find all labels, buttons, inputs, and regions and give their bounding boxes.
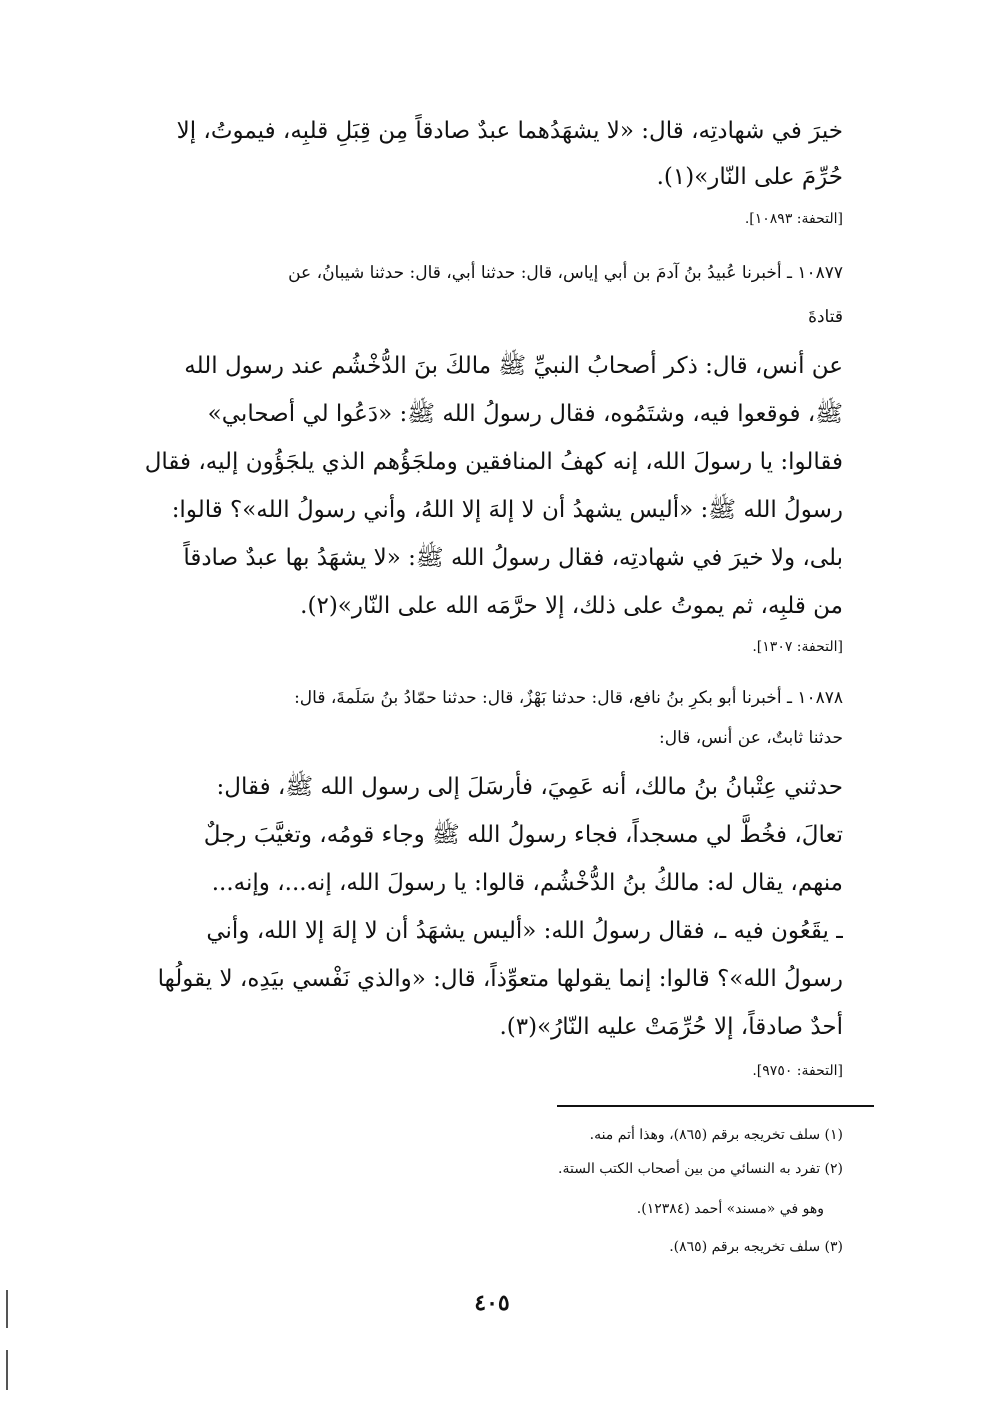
paragraph-line: رسولُ الله»؟ قالوا: إنما يقولها متعوِّذاً، قال: «والذي نَفْسي بيَدِه، لا يقولُها: [157, 966, 843, 992]
hadith-header-line: حدثنا ثابتٌ، عن أنس، قال:: [659, 728, 843, 748]
tuhfa-reference: [التحفة: ٩٧٥٠].: [752, 1063, 843, 1079]
tuhfa-reference: [التحفة: ١٠٨٩٣].: [744, 211, 843, 227]
hadith-header-10877: ١٠٨٧٧ ـ أخبرنا عُبيدُ بنُ آدمَ بن أبي إياس، قال: حدثنا أبي، قال: حدثنا شيبانُ، عن: [288, 263, 843, 283]
footnote-separator: [557, 1105, 874, 1107]
paragraph-line: من قلبِه، ثم يموتُ على ذلك، إلا حرَّمَه الله على النّار»(٢).: [300, 593, 843, 619]
paragraph-line: فقالوا: يا رسولَ الله، إنه كهفُ المنافقين وملجَؤُهم الذي يلجَؤُون إليه، فقال: [144, 449, 843, 475]
footnote-2-continued: وهو في «مسند» أحمد (١٢٣٨٤).: [636, 1201, 824, 1217]
paragraph-line: تعالَ، فخُطَّ لي مسجداً، فجاء رسولُ الله ﷺ وجاء قومُه، وتغيَّبَ رجلٌ: [203, 822, 843, 848]
margin-mark: [6, 1290, 8, 1328]
paragraph-line: ـ يقَعُون فيه ـ، فقال رسولُ الله: «أليس يشهَدُ أن لا إلهَ إلا الله، وأني: [206, 918, 843, 944]
page-number: ٤٠٥: [474, 1290, 510, 1316]
paragraph-line: حدثني عِتْبانُ بنُ مالك، أنه عَمِيَ، فأرسَلَ إلى رسول الله ﷺ، فقال:: [216, 774, 843, 800]
paragraph-line: أحدٌ صادقاً، إلا حُرِّمَتْ عليه النّارُ»(٣).: [499, 1014, 843, 1040]
footnote-1: (١) سلف تخريجه برقم (٨٦٥)، وهذا أتم منه.: [589, 1127, 843, 1143]
footnote-3: (٣) سلف تخريجه برقم (٨٦٥).: [669, 1239, 843, 1255]
margin-mark: [6, 1350, 8, 1390]
paragraph-line: منهم، يقال له: مالكُ بنُ الدُّخْشُم، قالوا: يا رسولَ الله، إنه...، وإنه...: [211, 870, 843, 896]
hadith-header-line: قتادةَ: [808, 307, 843, 327]
paragraph-line: حُرِّمَ على النّار»(١).: [656, 164, 843, 190]
paragraph-line: بلى، ولا خيرَ في شهادتِه، فقال رسولُ الله ﷺ: «لا يشهَدُ بها عبدٌ صادقاً: [183, 545, 843, 571]
tuhfa-reference: [التحفة: ١٣٠٧].: [752, 639, 843, 655]
footnote-2: (٢) تفرد به النسائي من بين أصحاب الكتب الستة.: [558, 1161, 843, 1177]
paragraph-line: رسولُ الله ﷺ: «أليس يشهدُ أن لا إلهَ إلا اللهُ، وأني رسولُ الله»؟ قالوا:: [171, 497, 843, 523]
paragraph-line: ﷺ، فوقعوا فيه، وشتَمُوه، فقال رسولُ الله ﷺ: «دَعُوا لي أصحابي»: [207, 401, 843, 427]
paragraph-line: خيرَ في شهادتِه، قال: «لا يشهَدُهما عبدٌ صادقاً مِن قِبَلِ قلبِه، فيموتُ، إلا: [176, 118, 843, 144]
paragraph-line: عن أنس، قال: ذكر أصحابُ النبيِّ ﷺ مالكَ بنَ الدُّخْشُم عند رسول الله: [184, 353, 843, 379]
hadith-header-10878: ١٠٨٧٨ ـ أخبرنا أبو بكرِ بنُ نافع، قال: حدثنا بَهْزٌ، قال: حدثنا حمّادُ بنُ سَلَمةَ، قال:: [294, 688, 843, 708]
